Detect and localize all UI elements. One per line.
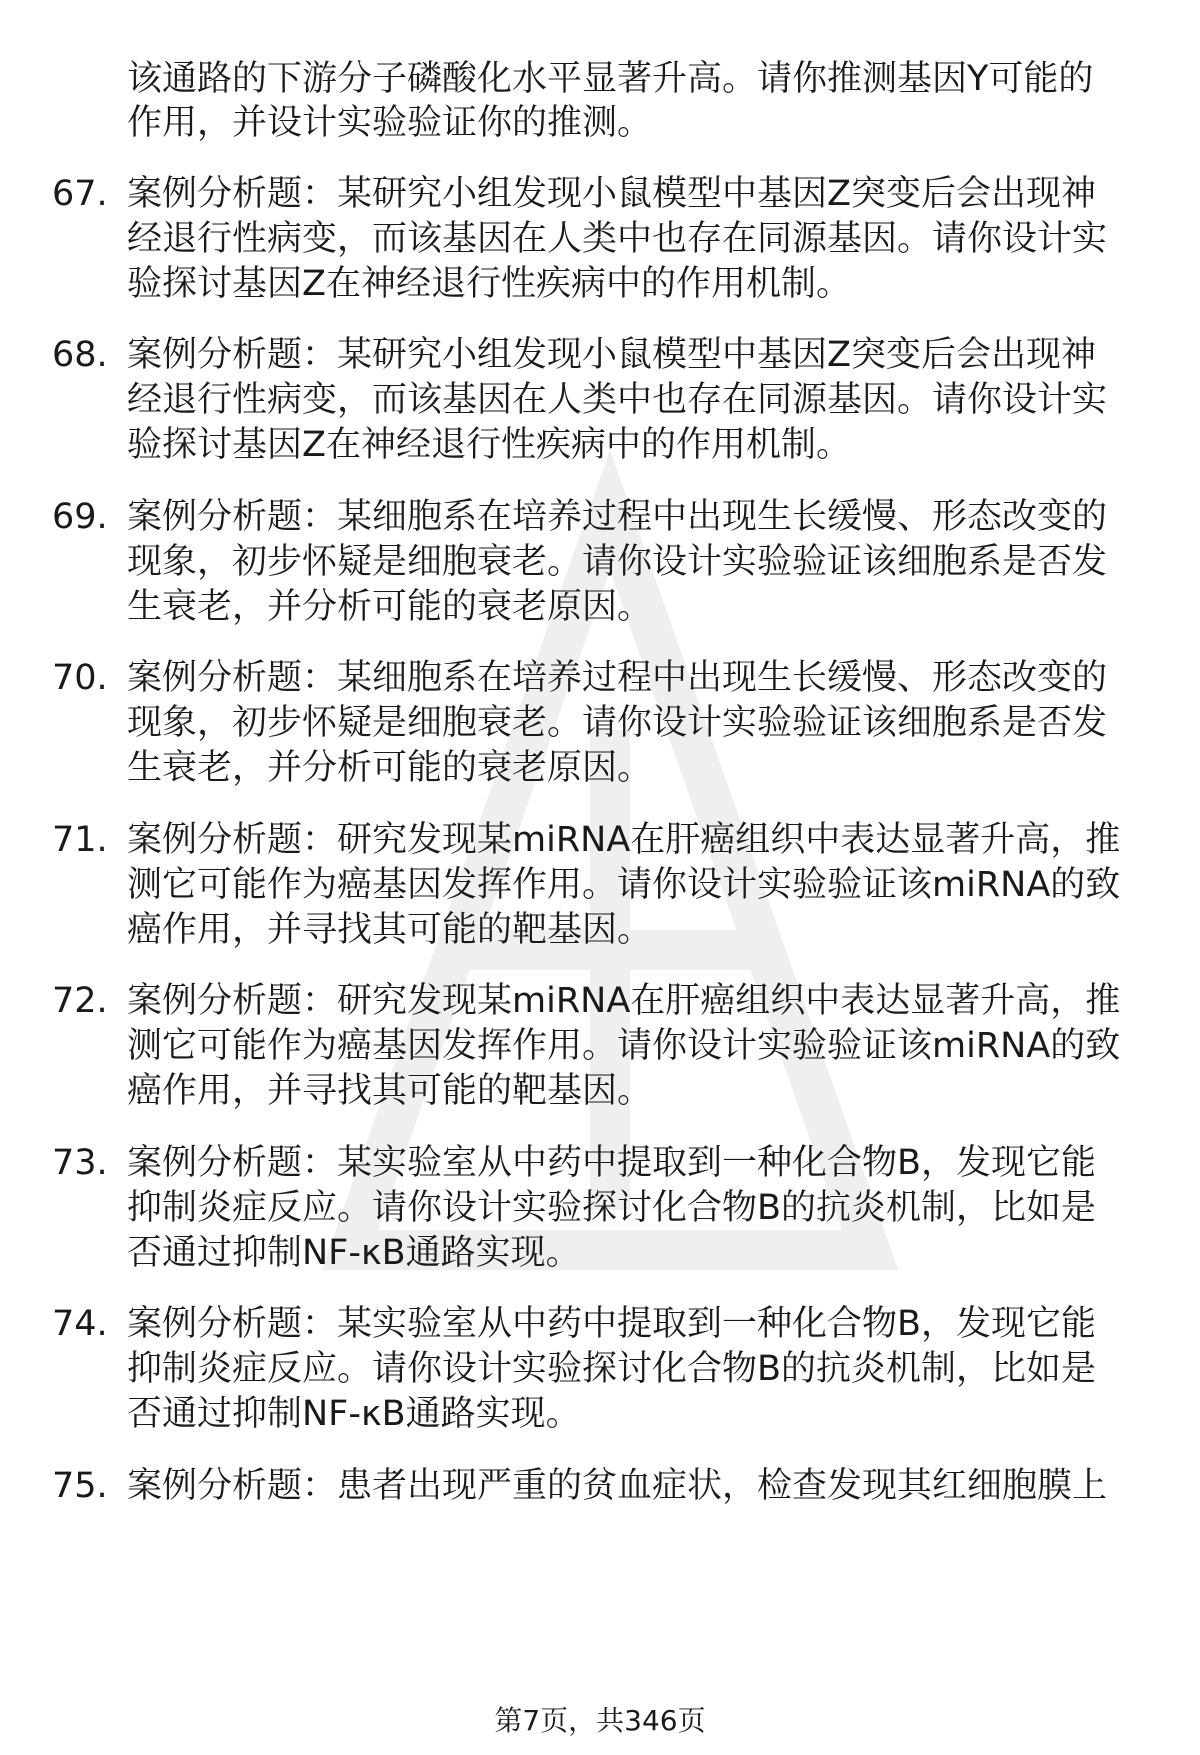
question-line: 生衰老，并分析可能的衰老原因。 xyxy=(127,748,653,788)
question-line: 案例分析题：某细胞系在培养过程中出现生长缓慢、形态改变的 xyxy=(127,497,1108,537)
question-number: 67. xyxy=(52,174,108,214)
question-line: 案例分析题：研究发现某miRNA在肝癌组织中表达显著升高，推 xyxy=(127,820,1121,860)
question-line: 经退行性病变，而该基因在人类中也存在同源基因。请你设计实 xyxy=(127,380,1108,420)
question-line: 现象，初步怀疑是细胞衰老。请你设计实验验证该细胞系是否发 xyxy=(127,542,1108,582)
question-line: 抑制炎症反应。请你设计实验探讨化合物B的抗炎机制，比如是 xyxy=(127,1349,1097,1389)
question-line: 癌作用，并寻找其可能的靶基因。 xyxy=(127,1071,653,1111)
question-line: 测它可能作为癌基因发挥作用。请你设计实验验证该miRNA的致 xyxy=(127,1026,1121,1066)
question-line: 案例分析题：某实验室从中药中提取到一种化合物B，发现它能 xyxy=(127,1304,1097,1344)
question-line: 案例分析题：研究发现某miRNA在肝癌组织中表达显著升高，推 xyxy=(127,981,1121,1021)
question-number: 69. xyxy=(52,497,108,537)
question-line: 案例分析题：患者出现严重的贫血症状，检查发现其红细胞膜上 xyxy=(127,1466,1108,1506)
question-line: 案例分析题：某实验室从中药中提取到一种化合物B，发现它能 xyxy=(127,1143,1097,1183)
question-number: 73. xyxy=(52,1143,108,1183)
page-number-footer: 第7页，共346页 xyxy=(494,1704,706,1737)
question-number: 75. xyxy=(52,1466,108,1506)
question-line: 癌作用，并寻找其可能的靶基因。 xyxy=(127,910,653,950)
question-number: 68. xyxy=(52,335,108,375)
question-number: 71. xyxy=(52,820,108,860)
question-line: 现象，初步怀疑是细胞衰老。请你设计实验验证该细胞系是否发 xyxy=(127,703,1108,743)
question-line: 案例分析题：某研究小组发现小鼠模型中基因Z突变后会出现神 xyxy=(127,174,1096,214)
question-line: 测它可能作为癌基因发挥作用。请你设计实验验证该miRNA的致 xyxy=(127,865,1121,905)
intro-line-2: 作用，并设计实验验证你的推测。 xyxy=(127,103,653,143)
question-line: 验探讨基因Z在神经退行性疾病中的作用机制。 xyxy=(127,425,851,465)
question-line: 抑制炎症反应。请你设计实验探讨化合物B的抗炎机制，比如是 xyxy=(127,1188,1097,1228)
question-number: 70. xyxy=(52,658,108,698)
question-line: 验探讨基因Z在神经退行性疾病中的作用机制。 xyxy=(127,264,851,304)
question-line: 生衰老，并分析可能的衰老原因。 xyxy=(127,587,653,627)
question-line: 否通过抑制NF-κB通路实现。 xyxy=(127,1233,581,1273)
question-line: 否通过抑制NF-κB通路实现。 xyxy=(127,1394,581,1434)
intro-line-1: 该通路的下游分子磷酸化水平显著升高。请你推测基因Y可能的 xyxy=(127,59,1094,99)
question-number: 74. xyxy=(52,1304,108,1344)
question-number: 72. xyxy=(52,981,108,1021)
question-line: 案例分析题：某研究小组发现小鼠模型中基因Z突变后会出现神 xyxy=(127,335,1096,375)
question-line: 案例分析题：某细胞系在培养过程中出现生长缓慢、形态改变的 xyxy=(127,658,1108,698)
question-line: 经退行性病变，而该基因在人类中也存在同源基因。请你设计实 xyxy=(127,219,1108,259)
